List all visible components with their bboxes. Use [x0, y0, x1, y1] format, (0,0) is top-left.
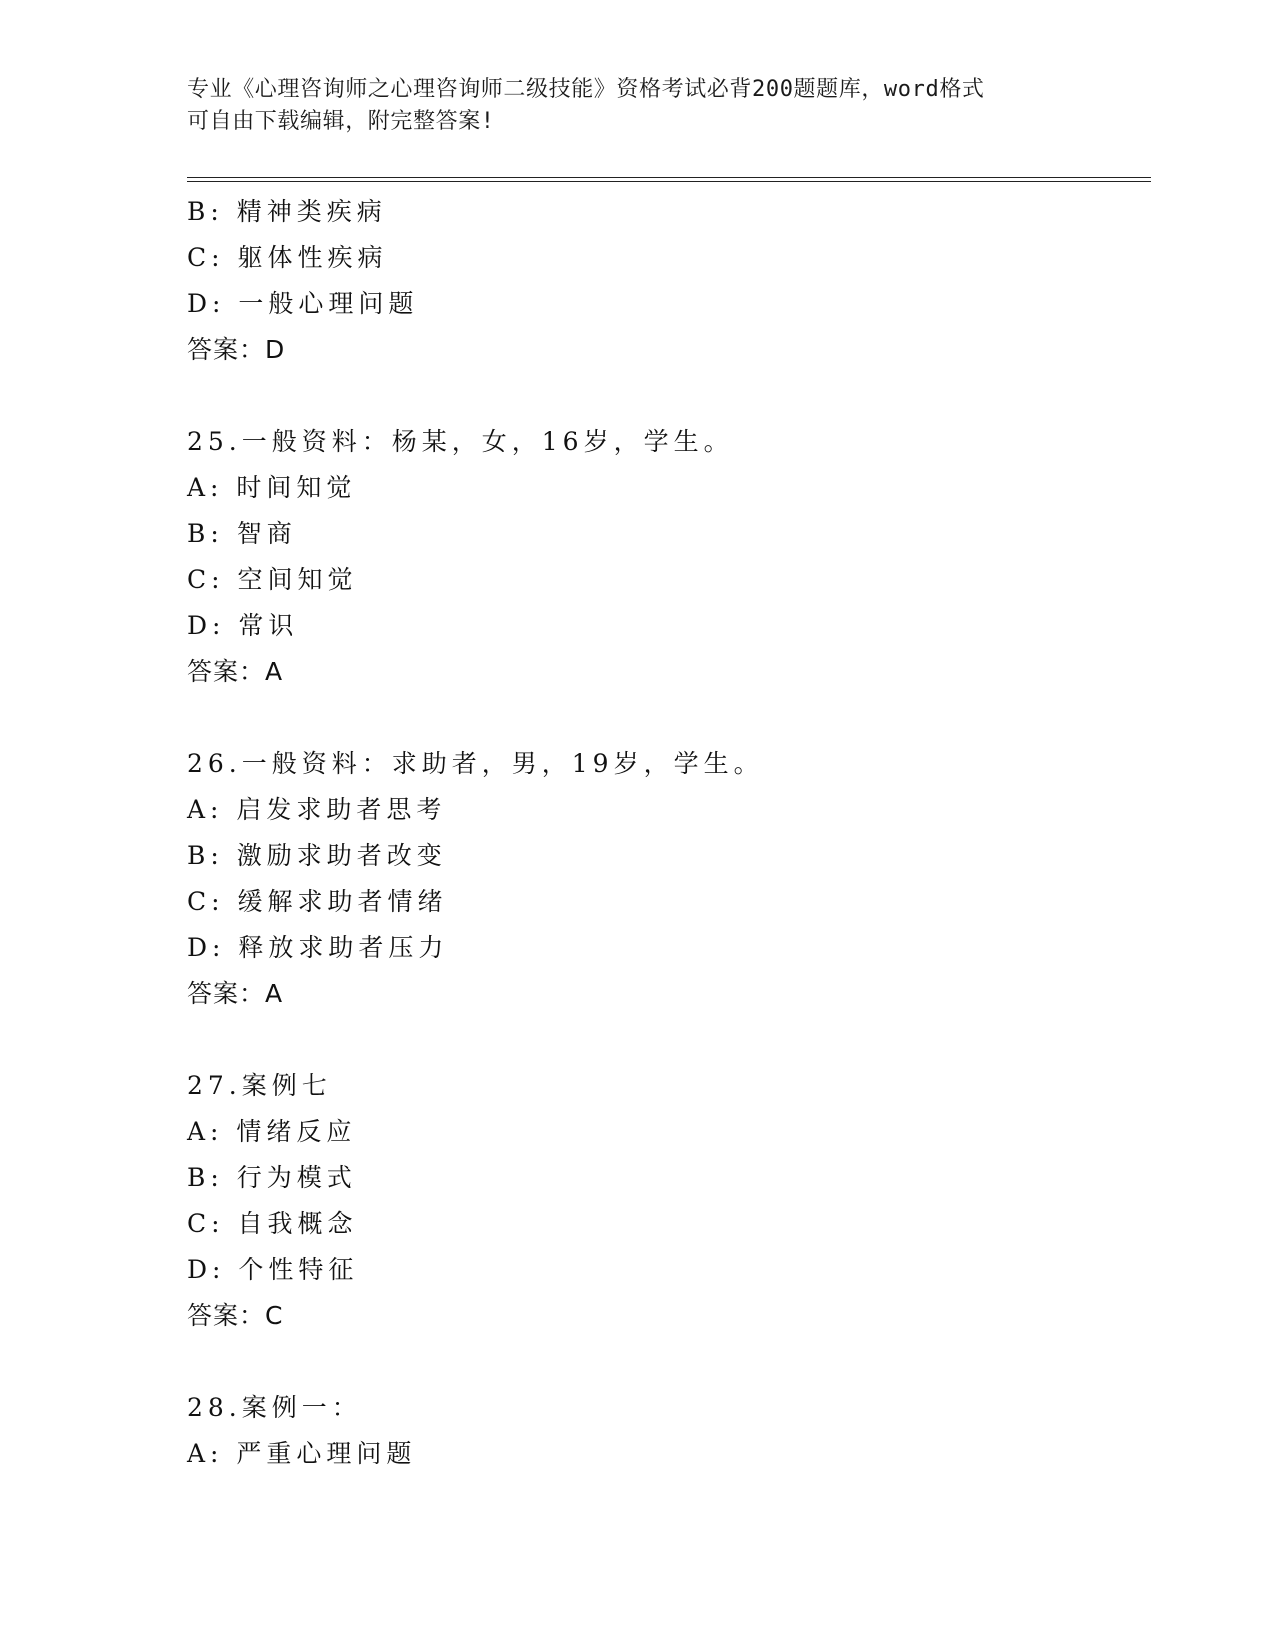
option-c: C: 缓解求助者情绪 — [187, 887, 448, 916]
question-stem: 25.一般资料：杨某，女，16岁，学生。 — [187, 427, 734, 456]
option-d: D: 个性特征 — [187, 1255, 359, 1284]
option-a: A: 时间知觉 — [187, 473, 357, 502]
question-list — [187, 189, 1147, 1477]
option-b: B: 智商 — [187, 519, 297, 548]
previous-question-tail — [187, 189, 1147, 373]
option-d: D: 释放求助者压力 — [187, 933, 449, 962]
option-b: B: 行为模式 — [187, 1163, 357, 1192]
question-26 — [187, 741, 1147, 1017]
header-line-2: 可自由下载编辑，附完整答案! — [187, 109, 495, 134]
option-c: C: 自我概念 — [187, 1209, 358, 1238]
question-spacer — [187, 1339, 1147, 1385]
option-b: B: 激励求助者改变 — [187, 841, 447, 870]
option-a: A: 情绪反应 — [187, 1117, 357, 1146]
question-stem: 27.案例七 — [187, 1071, 332, 1100]
answer-line: 答案：D — [187, 335, 286, 364]
question-stem: 28.案例一： — [187, 1393, 362, 1422]
question-spacer — [187, 695, 1147, 741]
question-stem: 26.一般资料：求助者，男，19岁，学生。 — [187, 749, 764, 778]
option-b: B: 精神类疾病 — [187, 197, 387, 226]
option-c: C: 躯体性疾病 — [187, 243, 388, 272]
answer-line: 答案：A — [187, 979, 284, 1008]
option-d: D: 一般心理问题 — [187, 289, 419, 318]
header-divider — [187, 177, 1151, 182]
question-spacer — [187, 1017, 1147, 1063]
question-28 — [187, 1385, 1147, 1477]
question-27 — [187, 1063, 1147, 1339]
answer-line: 答案：C — [187, 1301, 284, 1330]
option-c: C: 空间知觉 — [187, 565, 358, 594]
answer-line: 答案：A — [187, 657, 284, 686]
question-25 — [187, 419, 1147, 695]
header-line-1: 专业《心理咨询师之心理咨询师二级技能》资格考试必背200题题库，word格式 — [187, 77, 985, 102]
document-header — [187, 74, 1107, 138]
question-spacer — [187, 373, 1147, 419]
option-a: A: 严重心理问题 — [187, 1439, 417, 1468]
option-d: D: 常识 — [187, 611, 299, 640]
option-a: A: 启发求助者思考 — [187, 795, 447, 824]
